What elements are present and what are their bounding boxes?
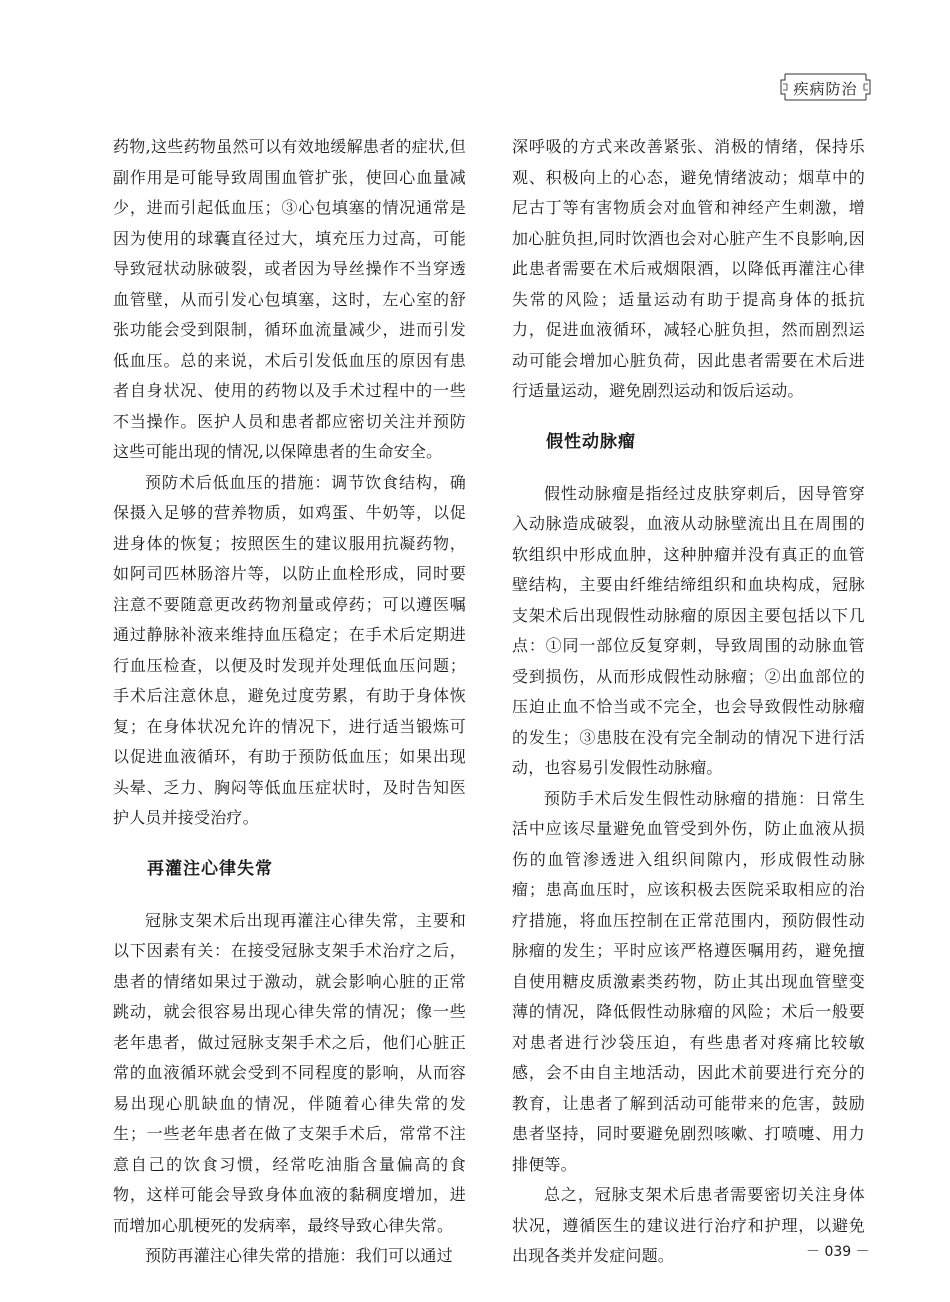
- section-tag-label: 疾病防治: [793, 80, 858, 98]
- left-paragraph-4: 预防再灌注心律失常的措施：我们可以通过: [145, 1246, 453, 1265]
- left-paragraph-2: 预防术后低血压的措施：调节饮食结构，确保摄入足够的营养物质，如鸡蛋、牛奶等，以促进身体的恢复；按照医生的建议服用抗凝药物，如阿司匹林肠溶片等，以防止血栓形成，同时要注意不要随意更改药物剂量或停药；可以遵医嘱通过静脉补液来维持血压稳定；在手术后定期进行血压检查，以便及时发现并处理低血压问题；手术后注意休息，避免过度劳累，有助于身体恢复；在身体状况允许的情况下，进行适当锻炼可以促进血液循环，有助于预防低血压；如果出现头晕、乏力、胸闷等低血压症状时，及时告知医护人员并接受治疗。: [113, 472, 466, 827]
- right-paragraph-4: 总之，冠脉支架术后患者需要密切关注身体状况，遵循医生的建议进行治疗和护理，以避免出现各类并发症问题。: [512, 1185, 865, 1265]
- left-column: [113, 132, 466, 1272]
- right-paragraph-2: 假性动脉瘤是指经过皮肤穿刺后，因导管穿入动脉造成破裂，血液从动脉壁流出且在周围的软组织中形成血肿，这种肿瘤并没有真正的血管壁结构，主要由纤维结缔组织和血块构成，冠脉支架术后出现假性动脉瘤的原因主要包括以下几点：①同一部位反复穿刺，导致周围的动脉血管受到损伤，从而形成假性动脉瘤；②出血部位的压迫止血不恰当或不完全，也会导致假性动脉瘤的发生；③患肢在没有完全制动的情况下进行活动，也容易引发假性动脉瘤。: [512, 483, 865, 777]
- section-tag: [779, 72, 872, 102]
- left-paragraph-1: 药物,这些药物虽然可以有效地缓解患者的症状,但副作用是可能导致周围血管扩张，使回心血量减少，进而引起低血压；③心包填塞的情况通常是因为使用的球囊直径过大，填充压力过高，可能导致冠状动脉破裂，或者因为导丝操作不当穿透血管壁，从而引发心包填塞，这时，左心室的舒张功能会受到限制，循环血流量减少，进而引发低血压。总的来说，术后引发低血压的原因有患者自身状况、使用的药物以及手术过程中的一些不当操作。医护人员和患者都应密切关注并预防这些可能出现的情况,以保障患者的生命安全。: [113, 137, 466, 461]
- right-paragraph-1: 深呼吸的方式来改善紧张、消极的情绪，保持乐观、积极向上的心态，避免情绪波动；烟草中的尼古丁等有害物质会对血管和神经产生刺激，增加心脏负担,同时饮酒也会对心脏产生不良影响,因此患者需要在术后戒烟限酒，以降低再灌注心律失常的风险；适量运动有助于提高身体的抵抗力，促进血液循环，减轻心脏负担，然而剧烈运动可能会增加心脏负荷，因此患者需要在术后进行适量运动，避免剧烈运动和饭后运动。: [512, 137, 865, 400]
- heading-reperfusion-arrhythmia: 再灌注心律失常: [147, 858, 273, 879]
- page-number: － 039 －: [806, 1244, 870, 1260]
- left-paragraph-3: 冠脉支架术后出现再灌注心律失常，主要和以下因素有关：在接受冠脉支架手术治疗之后，患者的情绪如果过于激动，就会影响心脏的正常跳动，就会很容易出现心律失常的情况；像一些老年患者，做过冠脉支架手术之后，他们心脏正常的血液循环就会受到不同程度的影响，从而容易出现心肌缺血的情况，伴随着心律失常的发生；一些老年患者在做了支架手术后，常常不注意自己的饮食习惯，经常吃油脂含量偏高的食物，这样可能会导致身体血液的黏稠度增加，进而增加心肌梗死的发病率，最终导致心律失常。: [113, 910, 466, 1235]
- right-column: [512, 132, 865, 1272]
- heading-pseudoaneurysm: 假性动脉瘤: [546, 431, 636, 452]
- right-paragraph-3: 预防手术后发生假性动脉瘤的措施：日常生活中应该尽量避免血管受到外伤，防止血液从损伤的血管渗透进入组织间隙内，形成假性动脉瘤；患高血压时，应该积极去医院采取相应的治疗措施，将血压控制在正常范围内，预防假性动脉瘤的发生；平时应该严格遵医嘱用药，避免擅自使用糖皮质激素类药物，防止其出现血管壁变薄的情况，降低假性动脉瘤的风险；术后一般要对患者进行沙袋压迫，有些患者对疼痛比较敏感，会不由自主地活动，因此术前要进行充分的教育，让患者了解到活动可能带来的危害，鼓励患者坚持，同时要避免剧烈咳嗽、打喷嚏、用力排便等。: [512, 788, 865, 1174]
